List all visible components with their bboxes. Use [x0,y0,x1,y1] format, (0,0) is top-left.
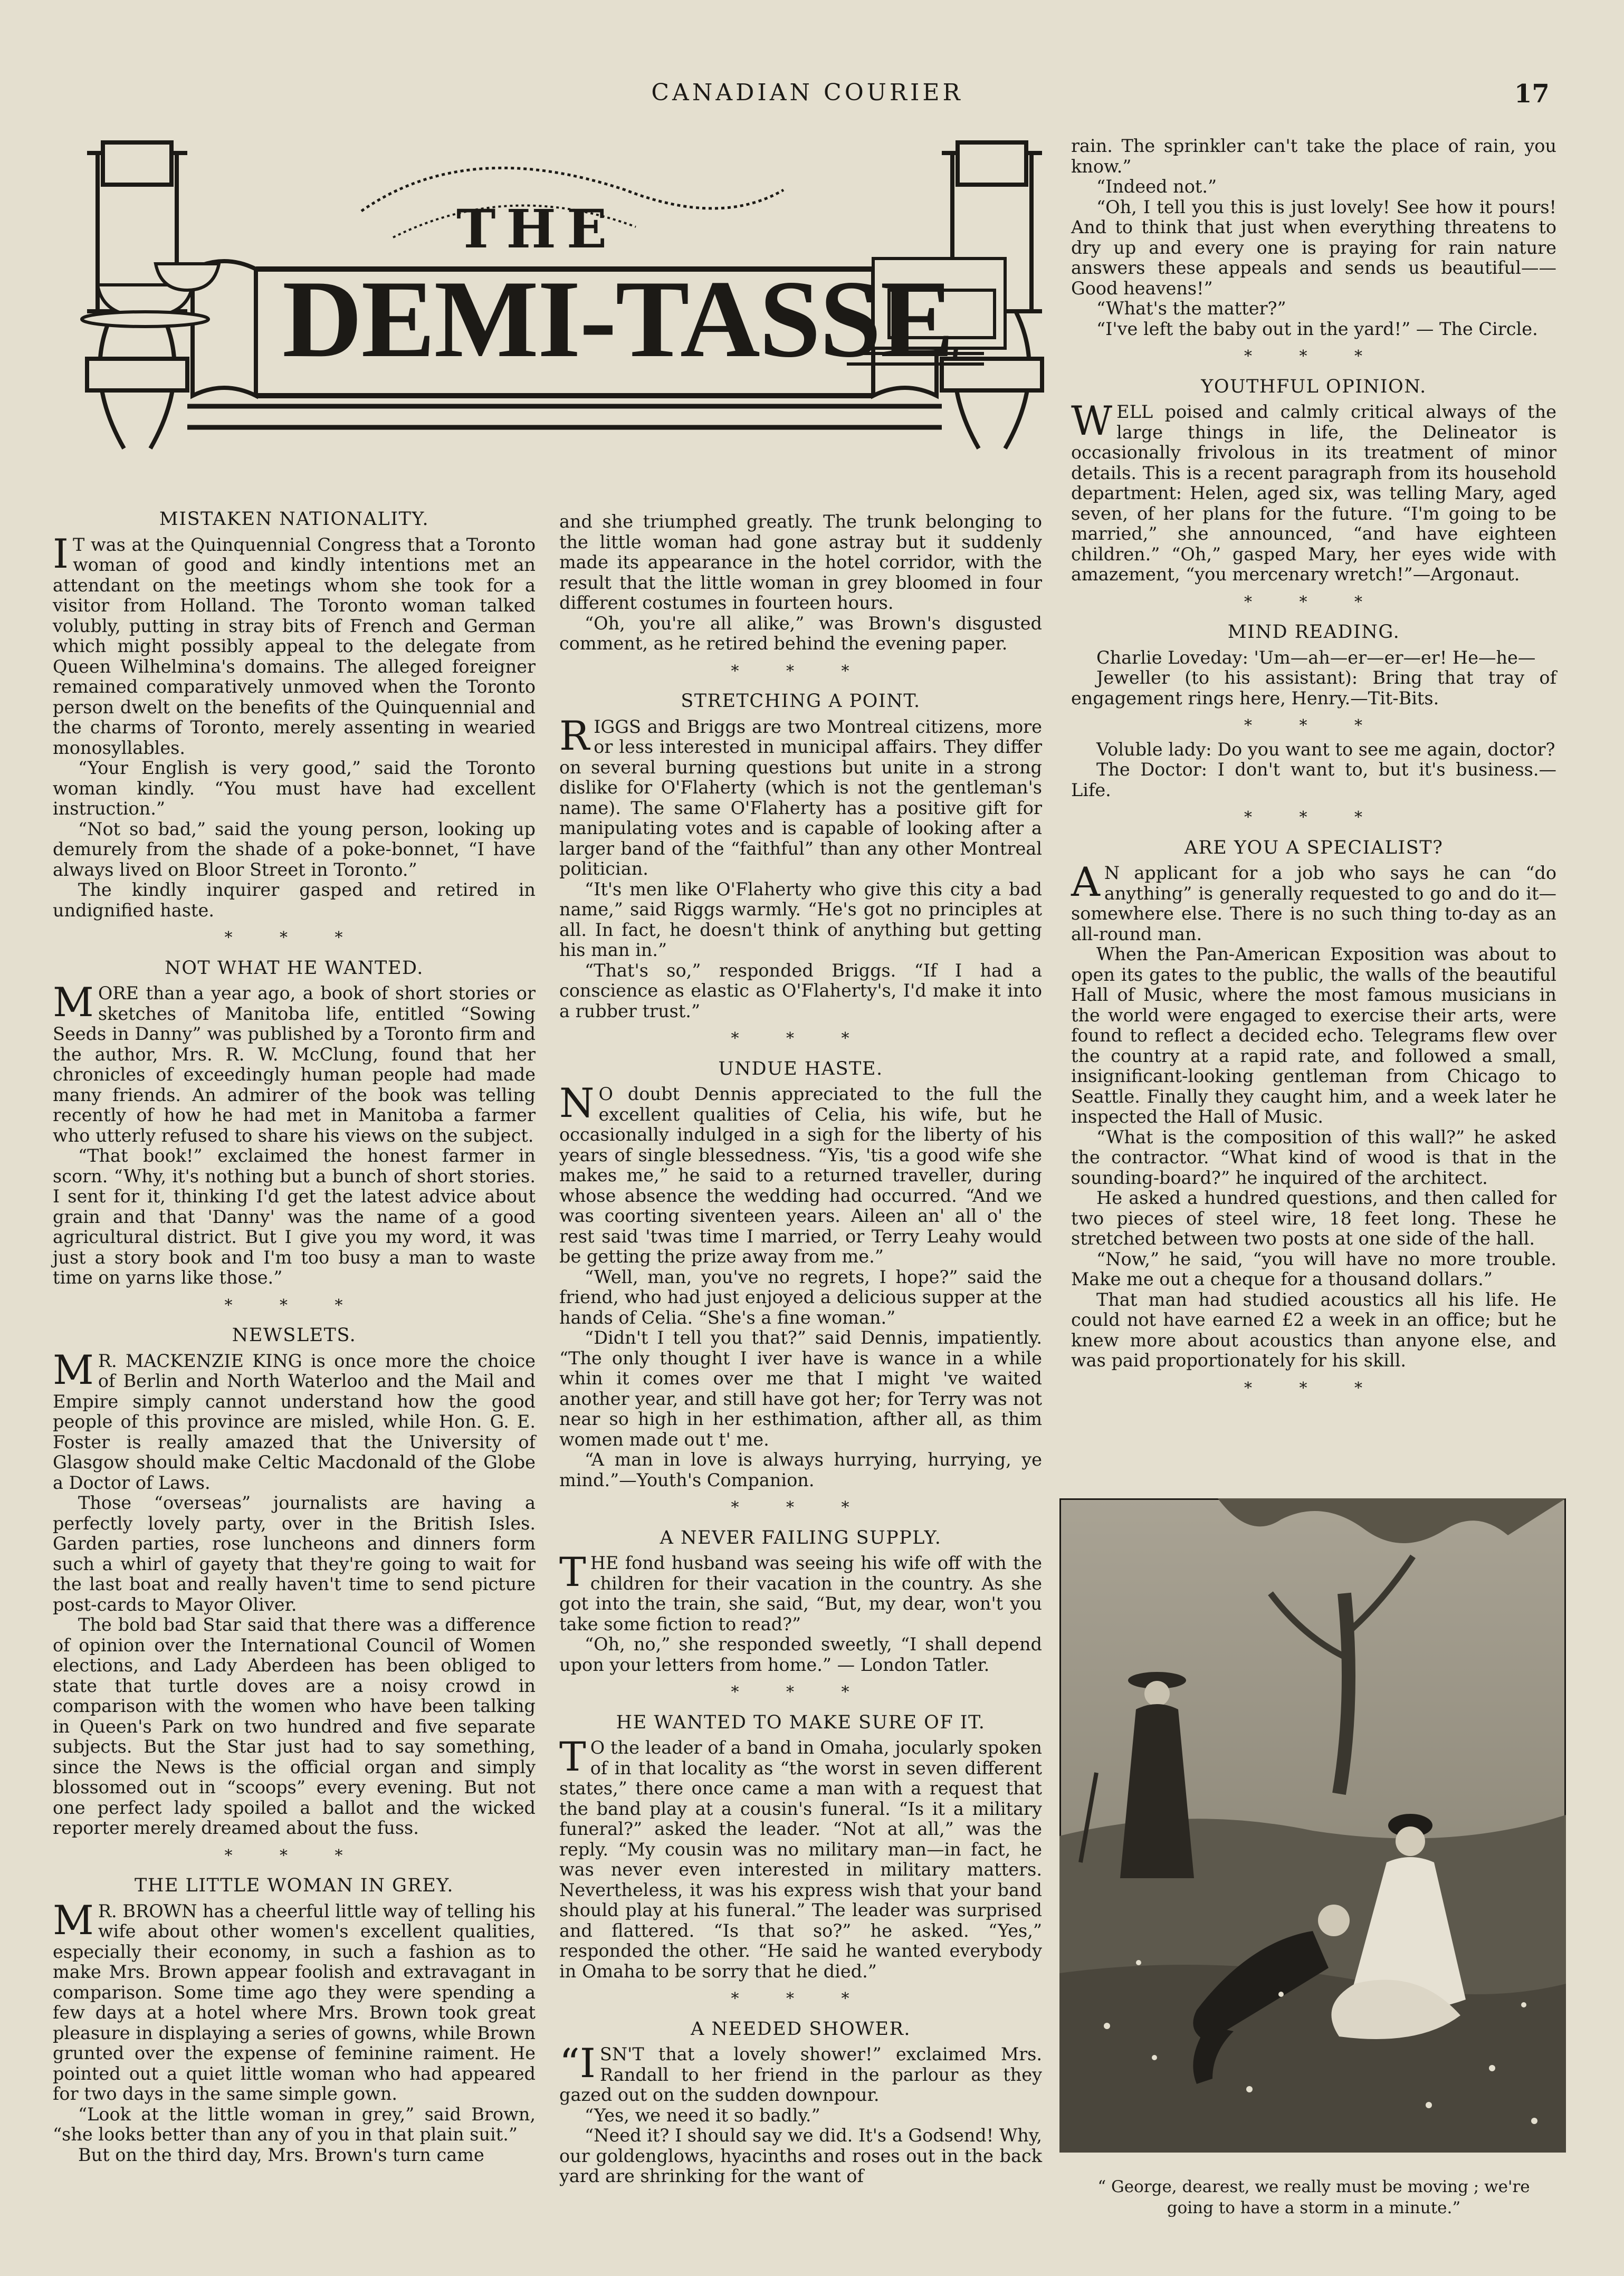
section-divider: * * * [731,662,871,681]
illustration-picnic-scene [1059,1498,1566,2153]
article-paragraph: “Yes, we need it so badly.” [585,2105,820,2126]
article-paragraph: “A man in love is always hurrying, hurrying, ye mind.”—Youth's Companion. [559,1449,1042,1490]
drop-cap: M [53,1346,94,1393]
masthead-title-main: DEMI-TASSE [282,258,953,380]
section-divider: * * * [1244,592,1384,611]
section-divider: * * * [1244,716,1384,735]
article-paragraph: The Doctor: I don't want to, but it's business.—Life. [1071,759,1556,800]
article-paragraph: RIGGS and Briggs are two Montreal citizens, more or less interested in municipal affairs. They differ on several burning questions but unite in a strong dislike for O'Flaherty (which is not the gentleman's name). The same O'Flaherty has a positive gift for manipulating votes and is capable of looking after a larger band of the “faithful” than any other Montreal politician. [559,712,1042,879]
article-paragraph: “Now,” he said, “you will have no more trouble. Make me out a cheque for a thousand dollars.” [1071,1248,1556,1289]
column-2 [559,512,1042,2187]
section-divider: * * * [731,1029,871,1048]
article-paragraph: “Not so bad,” said the young person, looking up demurely from the shade of a poke-bonnet, “I have always lived on Bloor Street in Toronto.” [53,818,536,880]
illustration [1059,1498,1566,2153]
article-paragraph: “Well, man, you've no regrets, I hope?” said the friend, who had just enjoyed a delicious supper at the hands of Celia. “She's a fine woman.” [559,1266,1042,1328]
column-1 [53,509,536,2165]
article-paragraph: “ISN'T that a lovely shower!” exclaimed Mrs. Randall to her friend in the parlour as they gazed out on the sudden downpour. [559,2040,1042,2105]
article-heading: THE LITTLE WOMAN IN GREY. [134,1875,454,1896]
article-heading: UNDUE HASTE. [718,1058,883,1079]
section-divider: * * * [224,1296,364,1315]
article-paragraph: “Indeed not.” [1096,176,1217,197]
article-heading: YOUTHFUL OPINION. [1201,376,1427,397]
article-paragraph: “Need it? I should say we did. It's a Godsend! Why, our goldenglows, hyacinths and roses out in the back yard are shrinking for the want of [559,2125,1042,2186]
article-heading: NEWSLETS. [232,1325,357,1346]
drop-cap: N [559,1079,595,1126]
masthead [66,132,1063,501]
article-paragraph: “Oh, no,” she responded sweetly, “I shall depend upon your letters from home.” — London Tatler. [559,1634,1042,1675]
article-paragraph: That man had studied acoustics all his life. He could not have earned £2 a week in an office; but he knew more about acoustics than anyone else, and was paid proportionately for his skill. [1071,1289,1556,1371]
article-heading: HE WANTED TO MAKE SURE OF IT. [616,1711,986,1733]
page-number: 17 [1514,79,1550,109]
article-paragraph: The bold bad Star said that there was a difference of opinion over the International Council of Women elections, and Lady Aberdeen has been obliged to state that turtle doves are a noisy crowd in comparison with the women who have been talking in Queen's Park on two hundred and five separate subjects. But the Star just had to say something, since the News is the official organ and simply blossomed out in “scoops” every evening. But not one perfect lady spoiled a ballot and the wicked reporter merely dreamed about the fuss. [53,1614,536,1838]
running-header-title: CANADIAN COURIER [651,79,963,106]
article-paragraph: “Oh, I tell you this is just lovely! See how it pours! And to think that just when everything threatens to dry up and every one is praying for rain nature answers these appeals and sends us beautiful—— Good heavens!” [1071,196,1556,299]
article-paragraph: Those “overseas” journalists are having a perfectly lovely party, over in the British Isles. Garden parties, rose luncheons and dinners form such a whirl of gayety that they're going to wait for the last boat and really haven't time to send picture post-cards to Mayor Oliver. [53,1493,536,1615]
section-divider: * * * [731,1990,871,2008]
article-paragraph: “I've left the baby out in the yard!” — The Circle. [1096,318,1538,339]
article-paragraph: N O doubt Dennis appreciated to the full the excellent qualities of Celia, his wife, but he occasionally indulged in a sigh for the liberty of his years of single blessedness. “Yis, 'tis a good wife she makes me,” he said to a returned traveller, during whose absence the wedding had occurred. “And we was coorting siventeen years. Aileen an' all o' the rest said 'twas time I married, or Terry Leahy would be getting the prize away from me.” [559,1079,1042,1267]
article-paragraph: Jeweller (to his assistant): Bring that tray of engagement rings here, Henry.—Tit-Bits. [1071,667,1556,709]
article-paragraph: The kindly inquirer gasped and retired in undignified haste. [53,879,536,921]
article-paragraph: When the Pan-American Exposition was about to open its gates to the public, the walls of the beautiful Hall of Music, where the most famous musicians in the world were engaged to exercise their arts, were found to reflect a decided echo. Telegrams flew over the country at a rapid rate, and followed a small, insignificant-looking gentleman from Chicago to Seattle. Finally they caught him, and a week later he inspected the Hall of Music. [1071,944,1556,1127]
article-heading: ARE YOU A SPECIALIST? [1184,837,1444,858]
drop-cap: “I [559,2040,596,2087]
article-heading: STRETCHING A POINT. [681,691,921,712]
article-paragraph: A N applicant for a job who says he can “do anything” is generally requested to go and do it—somewhere else. There is no such thing to-day as an all-round man. [1071,858,1556,944]
article-paragraph: Charlie Loveday: 'Um—ah—er—er—er! He—he— [1096,647,1536,668]
article-heading: MISTAKEN NATIONALITY. [159,509,429,530]
section-divider: * * * [1244,1379,1384,1398]
masthead-title-small: THE [456,198,618,260]
article-paragraph: He asked a hundred questions, and then called for two pieces of steel wire, 18 feet long. These he stretched between two posts at one side of the hall. [1071,1188,1556,1249]
article-paragraph: “That's so,” responded Briggs. “If I had a conscience as elastic as O'Flaherty's, I'd make it into a rubber trust.” [559,960,1042,1021]
drop-cap: T [559,1548,586,1595]
drop-cap: A [1071,858,1100,905]
article-paragraph: “Look at the little woman in grey,” said Brown, “she looks better than any of you in that plain suit.” [53,2103,536,2145]
article-paragraph: MORE than a year ago, a book of short stories or sketches of Manitoba life, entitled “Sowing Seeds in Danny” was published by a Toronto firm and the author, Mrs. R. W. McClung, found that her chronicles of exceedingly human people had made many friends. An admirer of the book was telling recently of how he had met in Manitoba a farmer who utterly refused to share his views on the subject. [53,979,536,1146]
section-divider: * * * [731,1498,871,1517]
article-paragraph: But on the third day, Mrs. Brown's turn came [78,2144,484,2165]
article-paragraph: “It's men like O'Flaherty who give this city a bad name,” said Riggs warmly. “He's got no principles at all. In fact, he doesn't think of anything but getting his man in.” [559,878,1042,960]
article-paragraph: “Your English is very good,” said the Toronto woman kindly. “You must have had excellent instruction.” [53,758,536,819]
article-paragraph: Voluble lady: Do you want to see me again, doctor? [1096,739,1555,760]
section-divider: * * * [1244,808,1384,827]
drop-cap: M [53,1896,94,1944]
section-divider: * * * [224,929,364,947]
drop-cap: T [559,1733,586,1780]
article-paragraph: M R. BROWN has a cheerful little way of telling his wife about other women's excellent qualities, especially their economy, in such a fashion as to make Mrs. Brown appear foolish and extravagant in comparison. Some time ago they were spending a few days at a hotel where Mrs. Brown took great pleasure in displaying a series of gowns, while Brown grunted over the expense of feminine raiment. He pointed out a quiet little woman who had appeared for two days in the same simple gown. [53,1896,536,2104]
article-paragraph: M R. MACKENZIE KING is once more the choice of Berlin and North Waterloo and the Mail and Empire simply cannot understand how the good people of this province are misled, while Hon. G. E. Foster is really amazed that the University of Glasgow should make Celtic Macdonald of the Globe a Doctor of Laws. [53,1346,536,1493]
article-paragraph: “Oh, you're all alike,” was Brown's disgusted comment, as he retired behind the evening paper. [559,613,1042,654]
article-paragraph: T O the leader of a band in Omaha, jocularly spoken of in that locality as “the worst in seven different states,” there once came a man with a request that the band play at a cousin's funeral. “Is it a military funeral?” asked the leader. “Not at all,” was the reply. “My cousin was no military man—in fact, he was never even interested in military matters. Nevertheless, it was his express wish that your band should play at his funeral.” The leader was surprised and flattered. “Is that so?” he asked. “Yes,” responded the other. “He said he wanted everybody in Omaha to be sorry that he died.” [559,1733,1042,1982]
drop-cap: R [559,712,590,759]
section-divider: * * * [224,1846,364,1865]
section-divider: * * * [731,1683,871,1701]
drop-cap: M [53,979,94,1026]
article-paragraph: WELL poised and calmly critical always of the large things in life, the Delineator is occasionally frivolous in its treatment of minor details. This is a recent paragraph from its household department: Helen, aged six, was telling Mary, aged seven, of her plans for the future. “I'm going to be married,” she announced, “and have eighteen children.” “Oh,” gasped Mary, her eyes wide with amazement, “you mercenary wretch!”—Argonaut. [1071,397,1556,585]
illustration-caption: “ George, dearest, we really must be moving ; we're going to have a storm in a minute.” [1097,2177,1530,2217]
article-heading: A NEEDED SHOWER. [690,2018,911,2040]
article-heading: A NEVER FAILING SUPPLY. [660,1527,942,1548]
article-paragraph: “What is the composition of this wall?” he asked the contractor. “What kind of wood is that in the sounding-board?” he inquired of the architect. [1071,1126,1556,1188]
column-3 [1071,136,1556,1402]
drop-cap: I [53,530,69,577]
article-paragraph: “That book!” exclaimed the honest farmer in scorn. “Why, it's nothing but a bunch of short stories. I sent for it, thinking I'd get the latest advice about grain and that 'Danny' was the name of a good agricultural district. But I give you my word, it was just a story book and I'm too busy a man to waste time on yarns like those.” [53,1145,536,1288]
article-heading: MIND READING. [1227,621,1400,643]
article-paragraph: “What's the matter?” [1096,298,1286,319]
article-paragraph: THE fond husband was seeing his wife off with the children for their vacation in the country. As she got into the train, she said, “But, my dear, won't you take some fiction to read?” [559,1548,1042,1634]
article-paragraph: I T was at the Quinquennial Congress that a Toronto woman of good and kindly intentions met an attendant on the meetings whom she took for a visitor from Holland. The Toronto woman talked volubly, putting in stray bits of French and German which might possibly appeal to the delegate from Queen Wilhelmina's domains. The alleged foreigner remained comparatively unmoved when the Toronto person dwelt on the benefits of the Quinquennial and the charms of Toronto, merely assenting in wearied monosyllables. [53,530,536,758]
drop-cap: W [1071,397,1113,444]
article-paragraph: rain. The sprinkler can't take the place of rain, you know.” [1071,136,1556,177]
section-divider: * * * [1244,347,1384,366]
article-paragraph: and she triumphed greatly. The trunk belonging to the little woman had gone astray but it suddenly made its appearance in the hotel corridor, with the result that the little woman in grey bloomed in four different costumes in fourteen hours. [559,511,1042,613]
article-heading: NOT WHAT HE WANTED. [165,957,424,979]
article-paragraph: “Didn't I tell you that?” said Dennis, impatiently. “The only thought I iver have is wance in a while whin it comes over me that I might 've waited another year, and still have got her; for Terry was not near so high in her esthimation, afther all, as thim women made out t' me. [559,1327,1042,1450]
